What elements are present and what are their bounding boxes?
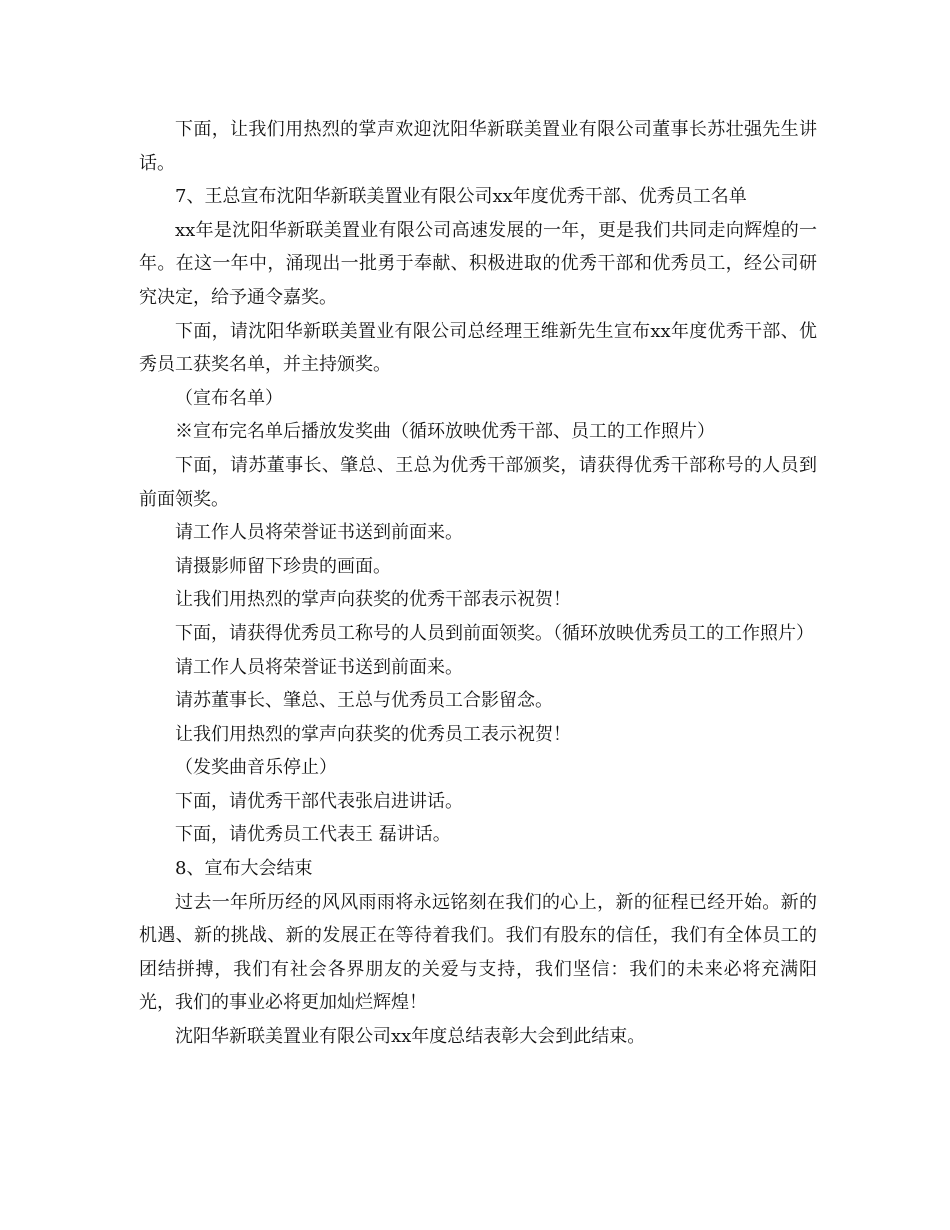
- section-heading: 7、王总宣布沈阳华新联美置业有限公司xx年度优秀干部、优秀员工名单: [175, 186, 747, 208]
- document-body: [139, 113, 817, 1054]
- paragraph: xx年是沈阳华新联美置业有限公司高速发展的一年，更是我们共同走向辉煌的一年。在这一年中，涌现出一批勇于奉献、积极进取的优秀干部和优秀员工，经公司研究决定，给予通令嘉奖。: [139, 219, 817, 308]
- section-heading: 8、宣布大会结束: [175, 858, 313, 880]
- paragraph: 下面，请优秀干部代表张启进讲话。: [175, 790, 463, 812]
- paragraph: 下面，让我们用热烈的掌声欢迎沈阳华新联美置业有限公司董事长苏壮强先生讲话。: [139, 119, 817, 174]
- paragraph: 沈阳华新联美置业有限公司xx年度总结表彰大会到此结束。: [175, 1026, 646, 1048]
- paragraph: 下面，请沈阳华新联美置业有限公司总经理王维新先生宣布xx年度优秀干部、优秀员工获奖名单，并主持颁奖。: [139, 320, 817, 376]
- paragraph: 请工作人员将荣誉证书送到前面来。: [175, 656, 463, 678]
- paragraph: 下面，请获得优秀员工称号的人员到前面领奖。（循环放映优秀员工的工作照片）: [175, 622, 814, 644]
- paragraph: 让我们用热烈的掌声向获奖的优秀员工表示祝贺！: [175, 723, 571, 745]
- paragraph: 过去一年所历经的风风雨雨将永远铭刻在我们的心上，新的征程已经开始。新的机遇、新的挑战、新的发展正在等待着我们。我们有股东的信任，我们有全体员工的团结拼搏，我们有社会各界朋友的关爱与支持，我们坚信：我们的未来必将充满阳光，我们的事业必将更加灿烂辉煌！: [139, 891, 817, 1014]
- stage-direction: （宣布名单）: [175, 387, 283, 409]
- paragraph: 请苏董事长、肇总、王总与优秀员工合影留念。: [175, 690, 553, 712]
- stage-direction: ※宣布完名单后播放发奖曲（循环放映优秀干部、员工的工作照片）: [175, 421, 715, 443]
- paragraph: 下面，请苏董事长、肇总、王总为优秀干部颁奖，请获得优秀干部称号的人员到前面领奖。: [139, 454, 817, 510]
- paragraph: 请工作人员将荣誉证书送到前面来。: [175, 522, 463, 544]
- paragraph: 让我们用热烈的掌声向获奖的优秀干部表示祝贺！: [175, 589, 571, 611]
- stage-direction: （发奖曲音乐停止）: [175, 757, 337, 779]
- paragraph: 下面，请优秀员工代表王 磊讲话。: [175, 824, 451, 846]
- paragraph: 请摄影师留下珍贵的画面。: [175, 555, 391, 577]
